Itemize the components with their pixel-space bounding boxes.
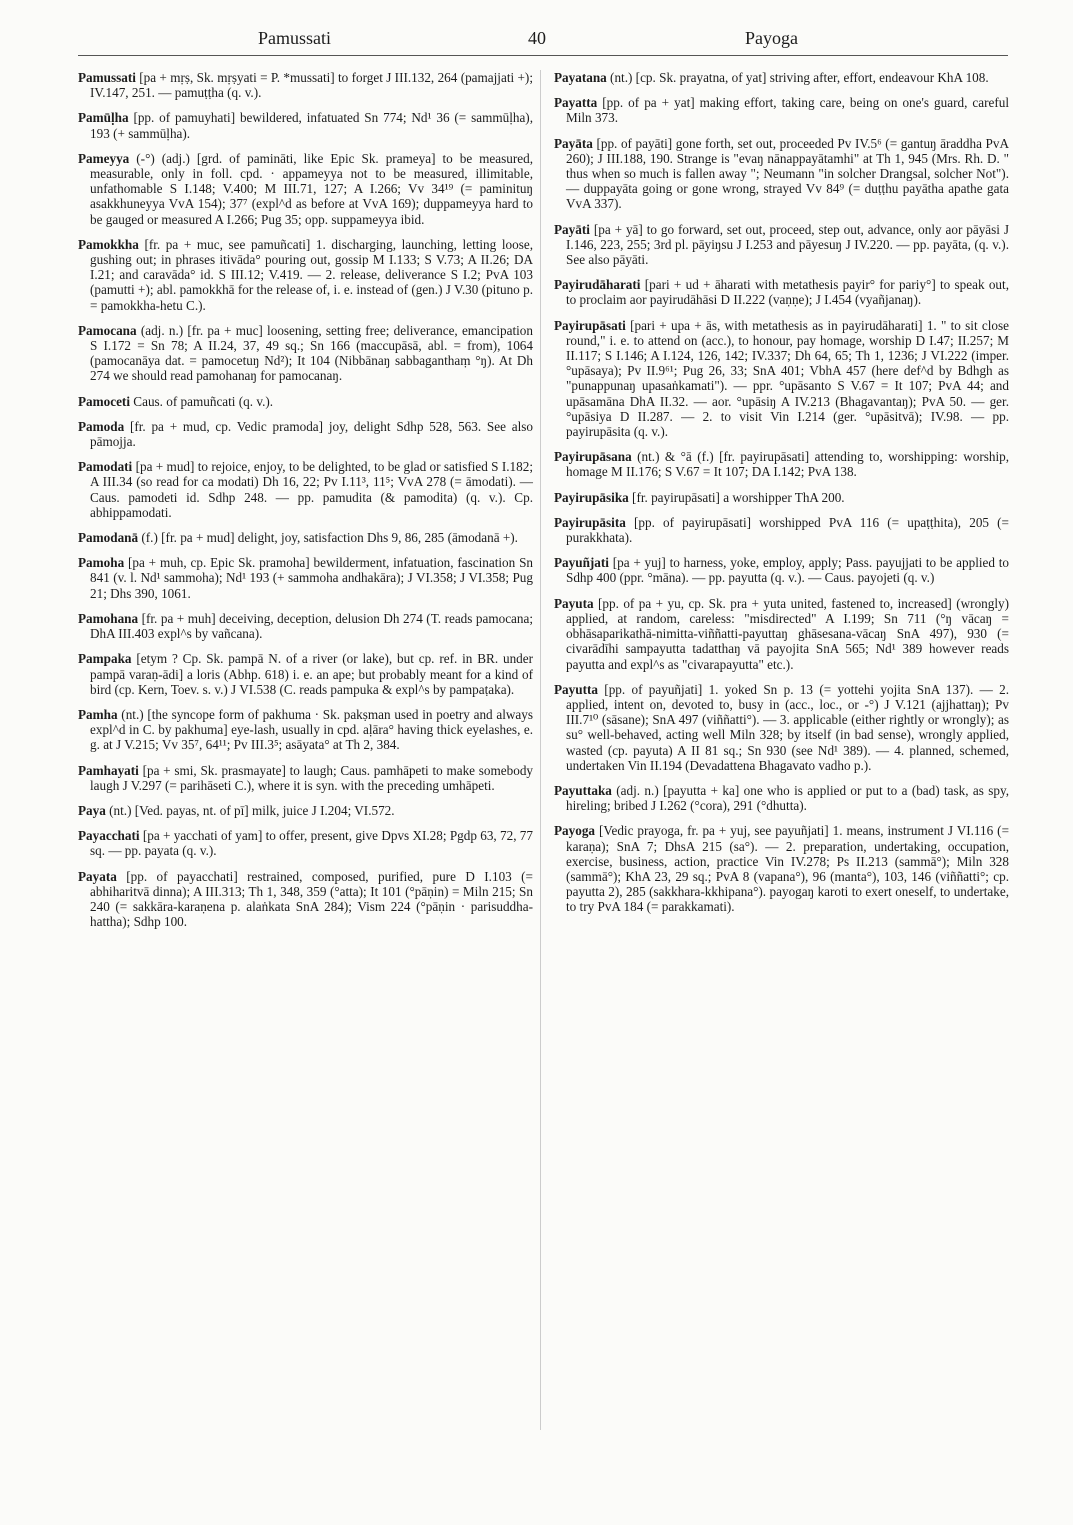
- entry-definition: (f.) [fr. pa + mud] delight, joy, satisfaction Dhs 9, 86, 285 (āmodanā +).: [141, 530, 518, 546]
- entry-definition: [pa + yuj] to harness, yoke, employ, apply; Pass. payujjati to be applied to Sdhp 400 (ppr. °māna). — pp. payutta (q. v.). — Caus. payojeti (q. v.): [566, 555, 1010, 586]
- entry-definition: [pari + ud + āharati with metathesis payir° for pariy°] to speak out, to proclaim aor payirudāhāsi D II.222 (vaṇṇe); J I.454 (vyañjanaŋ).: [566, 277, 1009, 308]
- dictionary-entry: [554, 277, 1009, 307]
- dictionary-entry: [554, 70, 1009, 85]
- entry-headword: Payirudāharati: [554, 277, 641, 293]
- dictionary-entry: [554, 783, 1009, 813]
- entry-headword: Pamūḷha: [78, 110, 129, 126]
- entry-headword: Payirupāsana: [554, 449, 632, 465]
- entry-definition: [pp. of pamuyhati] bewildered, infatuated Sn 774; Nd¹ 36 (= sammūḷha), 193 (+ sammūḷha).: [90, 110, 533, 141]
- entry-definition: Caus. of pamuñcati (q. v.).: [133, 393, 274, 409]
- entry-headword: Pamussati: [78, 70, 136, 85]
- entry-headword: Pamha: [78, 706, 118, 722]
- entry-headword: Payirupāsika: [554, 489, 629, 505]
- entry-headword: Payatta: [554, 95, 598, 111]
- entry-headword: Pampaka: [78, 651, 132, 667]
- entry-definition: [pa + mud] to rejoice, enjoy, to be delighted, to be glad or satisfied S I.182; A III.34 (so read for ca modati) Dh 16, 22; Pv I.11³, 11⁵; VvA 278 (= āmodati). — Caus. pamodeti id. Sdhp 248. — pp. pamudita (& pamodita) (q. v.). Cp. abhippamodati.: [90, 459, 533, 520]
- dictionary-entry: [78, 611, 533, 641]
- dictionary-entry: [78, 419, 533, 449]
- entry-headword: Pamodanā: [78, 530, 139, 546]
- entry-headword: Payata: [78, 868, 117, 884]
- entry-definition: [pa + mṛṣ, Sk. mṛṣyati = P. *mussati] to forget J III.132, 264 (pamajjati +); IV.147, 251. — pamuṭṭha (q. v.).: [90, 70, 533, 101]
- entry-definition: [pa + smi, Sk. prasmayate] to laugh; Caus. pamhāpeti to make somebody laugh J V.297 (= parihāseti C.), where it is syn. with the preceding umhāpeti.: [90, 762, 534, 793]
- entry-definition: [pa + yā] to go forward, set out, proceed, step out, advance, only aor pāyāsi J I.146, 223, 255; 3rd pl. pāyiŋsu J I.253 and pāyesuŋ J IV.220. — pp. payāta, (q. v.). See also pāyāti.: [566, 221, 1009, 268]
- dictionary-entry: [78, 459, 533, 520]
- entry-definition: [Vedic prayoga, fr. pa + yuj, see payuñjati] 1. means, instrument J VI.116 (= karaṇa); SnA 7; DhsA 215 (sa°). — 2. preparation, undertaking, occupation, exercise, business, action, practice Vin IV.278; Ps II.213 (sammā°); Miln 328 (sammā°); KhA 23, 29 sq.; PvA 8 (vapana°), 96 (manta°), 103, 146 (viññatti°; cp. payutta 2), 285 (sakkhara-kkhipana°). payogaŋ karoti to exert oneself, to undertake, to try PvA 184 (= parakkamati).: [566, 823, 1010, 915]
- dictionary-entry: [554, 596, 1009, 672]
- dictionary-entry: [78, 803, 533, 818]
- entry-definition: [pp. of payuñjati] 1. yoked Sn p. 13 (= yottehi yojita SnA 137). — 2. applied, intent on, devoted to, busy in (acc., loc., or -°) J V.121 (ajjhattaŋ); Pv III.7¹⁰ (sāsane); SnA 497 (viññatti°). — 3. applicable (either rightly or wrongly); as su° well-behaved, acting well Miln 328; by itself (in bad sense), wrongly applied, wasted (cp. payuta) A II 81 sq.; Sn 930 (see Nd¹ 389). — 4. planned, schemed, undertaken Vin II.194 (Devadattena Bhagavato vadho p.).: [566, 681, 1009, 773]
- entry-definition: [etym ? Cp. Sk. pampā N. of a river (or lake), but cp. ref. in BR. under pampā varaṇ-ādi] a loris (Abhp. 618) i. e. an ape; but probably meant for a kind of bird (cp. Kern, Toev. s. v.) J VI.538 (C. reads pampuka & expl^s by pampaṭaka).: [90, 651, 533, 697]
- column-divider: [540, 70, 541, 1430]
- entry-headword: Pameyya: [78, 150, 130, 166]
- dictionary-entry: [78, 828, 533, 858]
- entry-headword: Pamokkha: [78, 236, 139, 252]
- entry-headword: Pamocana: [78, 322, 137, 338]
- dictionary-entry: [554, 136, 1009, 212]
- entry-headword: Pamohana: [78, 610, 139, 626]
- dictionary-entry: [554, 95, 1009, 125]
- dictionary-entry: [78, 110, 533, 140]
- dictionary-entry: [78, 707, 533, 753]
- entry-definition: (nt.) [Ved. payas, nt. of pī] milk, juice J I.204; VI.572.: [109, 802, 395, 818]
- dictionary-entry: [554, 318, 1009, 440]
- dictionary-entry: [78, 394, 533, 409]
- entry-definition: [pp. of pa + yu, cp. Sk. pra + yuta united, fastened to, increased] (wrongly) applied, at random, careless: "misdirected" A I.199; Sn 711 (°ŋ vācaŋ = obhāsaparikathā-nimitta-viññatti-payuttaŋ ghāsesana-vācaŋ SnA 497), 930 (= civarādīhi sampayutta tadatthaŋ vā payojita SnA 565; Nd¹ 389 however reads payutta and expl^s as "civarapayutta" etc.).: [566, 595, 1009, 672]
- dictionary-entry: [78, 70, 533, 100]
- entry-headword: Pamoceti: [78, 393, 130, 409]
- entry-headword: Pamoda: [78, 418, 125, 434]
- entry-headword: Pamoha: [78, 555, 125, 571]
- dictionary-entry: [554, 555, 1009, 585]
- dictionary-entry: [78, 530, 533, 545]
- running-head-left: Pamussati: [258, 28, 332, 48]
- dictionary-entry: [554, 449, 1009, 479]
- dictionary-entry: [78, 151, 533, 227]
- dictionary-entry: [554, 823, 1009, 914]
- entry-definition: (adj. n.) [payutta + ka] one who is applied or put to a (bad) task, as spy, hireling; bribed J I.262 (°cora), 291 (°dhutta).: [566, 782, 1010, 814]
- entry-headword: Paya: [78, 802, 106, 818]
- entry-headword: Payuta: [554, 595, 594, 611]
- entry-headword: Payirupāsita: [554, 514, 626, 530]
- entry-definition: [pp. of payirupāsati] worshipped PvA 116 (= upaṭṭhita), 205 (= purakkhata).: [566, 514, 1009, 546]
- entry-definition: [fr. pa + muh] deceiving, deception, delusion Dh 274 (T. reads pamocana; DhA III.403 expl^s by vañcana).: [90, 610, 534, 642]
- entry-definition: (nt.) [cp. Sk. prayatna, of yat] striving after, effort, endeavour KhA 108.: [610, 70, 989, 85]
- dictionary-entry: [78, 869, 533, 930]
- entry-headword: Payacchati: [78, 828, 140, 844]
- dictionary-entry: [554, 515, 1009, 545]
- entry-headword: Pamhayati: [78, 762, 139, 778]
- dictionary-entry: [78, 651, 533, 697]
- dictionary-entry: [554, 490, 1009, 505]
- entry-headword: Payatana: [554, 70, 607, 85]
- entry-headword: Payoga: [554, 823, 596, 839]
- left-column: [78, 70, 533, 939]
- entry-definition: [pa + muh, cp. Epic Sk. pramoha] bewilderment, infatuation, fascination Sn 841 (v. l. Nd¹ sammoha); Nd¹ 193 (+ sammoha andhakāra); J VI.358; J VI.358; Pug 21; Dhs 390, 1061.: [90, 555, 534, 601]
- entry-headword: Pamodati: [78, 459, 133, 475]
- entry-definition: [pari + upa + ās, with metathesis as in payirudāharati] 1. " to sit close round," i. e. to attend on (acc.), to honour, pay homage, worship D I.47; II.257; M II.117; S I.146; A I.124, 126, 142; IV.337; Dh 64, 65; Th 1, 1236; J VI.222 (imper. °upāsaya); Pv II.9⁶¹; Pug 26, 33; SnA 401; VbhA 457 (here def^d by Bdhgh as "punappunaŋ upasaṅkamati"). — ppr. °upāsanto S V.67 = It 107; PvA 44; and upāsamāna DhA II.32. — aor. °upāsiŋ A IV.213 (Bhagavantaŋ); PvA 50. — ger. °upāsiya D II.287. — 2. to visit Vin I.214 (ger. °upāsitvā); IV.98. — pp. payirupāsita (q. v.).: [566, 317, 1009, 440]
- header-rule: [78, 55, 1008, 56]
- entry-headword: Payuñjati: [554, 555, 609, 571]
- page-header: [0, 24, 1073, 56]
- page-number: 40: [528, 28, 546, 48]
- entry-headword: Payuttaka: [554, 782, 612, 798]
- entry-definition: [pp. of pa + yat] making effort, taking care, being on one's guard, careful Miln 373.: [566, 95, 1010, 126]
- running-head-right: Payoga: [745, 28, 798, 48]
- entry-definition: [fr. pa + muc, see pamuñcati] 1. discharging, launching, letting loose, gushing out; in phrases itivāda° pouring out, gossip M I.133; S V.73; A II.26; DA I.21; and caravāda° id. S III.12; V.419. — 2. release, deliverance S I.2; PvA 103 (pamutti +); abl. pamokkhā for the release of, i. e. instead of (gen.) J V.30 (pituno p. = pamokkha-hetu C.).: [90, 236, 533, 313]
- entry-definition: [fr. pa + mud, cp. Vedic pramoda] joy, delight Sdhp 528, 563. See also pāmojja.: [90, 418, 533, 450]
- entry-definition: [pp. of payacchati] restrained, composed, purified, pure D I.103 (= abhiharitvā dinna); A III.313; Th 1, 348, 359 (°atta); It 101 (°pāṇin) = Miln 215; Sn 240 (= sakkāra-karaṇena p. alaṅkata SnA 284); Vism 224 (°pāṇin · parisuddha-hattha); Sdhp 100.: [90, 868, 533, 930]
- dictionary-entry: [78, 237, 533, 313]
- entry-definition: (nt.) [the syncope form of pakhuma · Sk. pakṣman used in poetry and always expl^d in C. by pakhuma] eye-lash, usually in cpd. aḷāra° having thick eyelashes, e. g. at J V.215; Vv 35⁷, 64¹¹; Pv III.3⁵; asāyata° at Th 2, 384.: [90, 706, 534, 753]
- dictionary-entry: [78, 763, 533, 793]
- entry-definition: (nt.) & °ā (f.) [fr. payirupāsati] attending to, worshipping: worship, homage M II.176; S V.67 = It 107; DA I.142; PvA 138.: [566, 449, 1010, 480]
- dictionary-entry: [78, 555, 533, 601]
- entry-headword: Payutta: [554, 681, 598, 697]
- entry-definition: (adj. n.) [fr. pa + muc] loosening, setting free; deliverance, emancipation S I.172 = Sn 78; A II.24, 37, 49 sq.; Sn 166 (maccupāsā, abl. = from), 1064 (pamocanāya dat. = pamocetuŋ Nd²); It 104 (Nibbānaŋ sabbaganthaṃ °ŋ). At Dh 274 we should read pamohanaŋ for pamocanaŋ.: [90, 322, 533, 384]
- entry-headword: Payāta: [554, 135, 593, 151]
- entry-definition: [fr. payirupāsati] a worshipper ThA 200.: [632, 489, 845, 505]
- dictionary-entry: [78, 323, 533, 384]
- right-column: [554, 70, 1009, 925]
- entry-headword: Payāti: [554, 221, 590, 237]
- dictionary-entry: [554, 222, 1009, 268]
- entry-definition: [pa + yacchati of yam] to offer, present, give Dpvs XI.28; Pgdp 63, 72, 77 sq. — pp. payata (q. v.).: [90, 828, 533, 859]
- entry-definition: [pp. of payāti] gone forth, set out, proceeded Pv IV.5⁶ (= gantuŋ āraddha PvA 260); J III.188, 190. Strange is "evaŋ nānappayātamhi" at Th 1, 945 (Mrs. Rh. D. " thus when so much is fallen away "; Neumann "in solcher Drangsal, solcher Not"). — duppayāta going or gone wrong, strayed Vv 84⁹ (= duṭṭhu payātha apathe gata VvA 337).: [566, 135, 1010, 212]
- entry-headword: Payirupāsati: [554, 317, 626, 333]
- dictionary-entry: [554, 682, 1009, 773]
- entry-definition: (-°) (adj.) [grd. of pamināti, like Epic Sk. prameya] to be measured, measurable, only in foll. cpd. · appameyya not to be measured, illimitable, unfathomable S I.148; V.400; M III.71, 127; A I.266; Vv 34¹⁹ (= paminituŋ asakkhuneyya VvA 154); 37⁷ (expl^d as before at VvA 169); duppameyya hard to be gauged or measured A I.266; Pug 35; opp. suppameyya ibid.: [90, 150, 533, 227]
